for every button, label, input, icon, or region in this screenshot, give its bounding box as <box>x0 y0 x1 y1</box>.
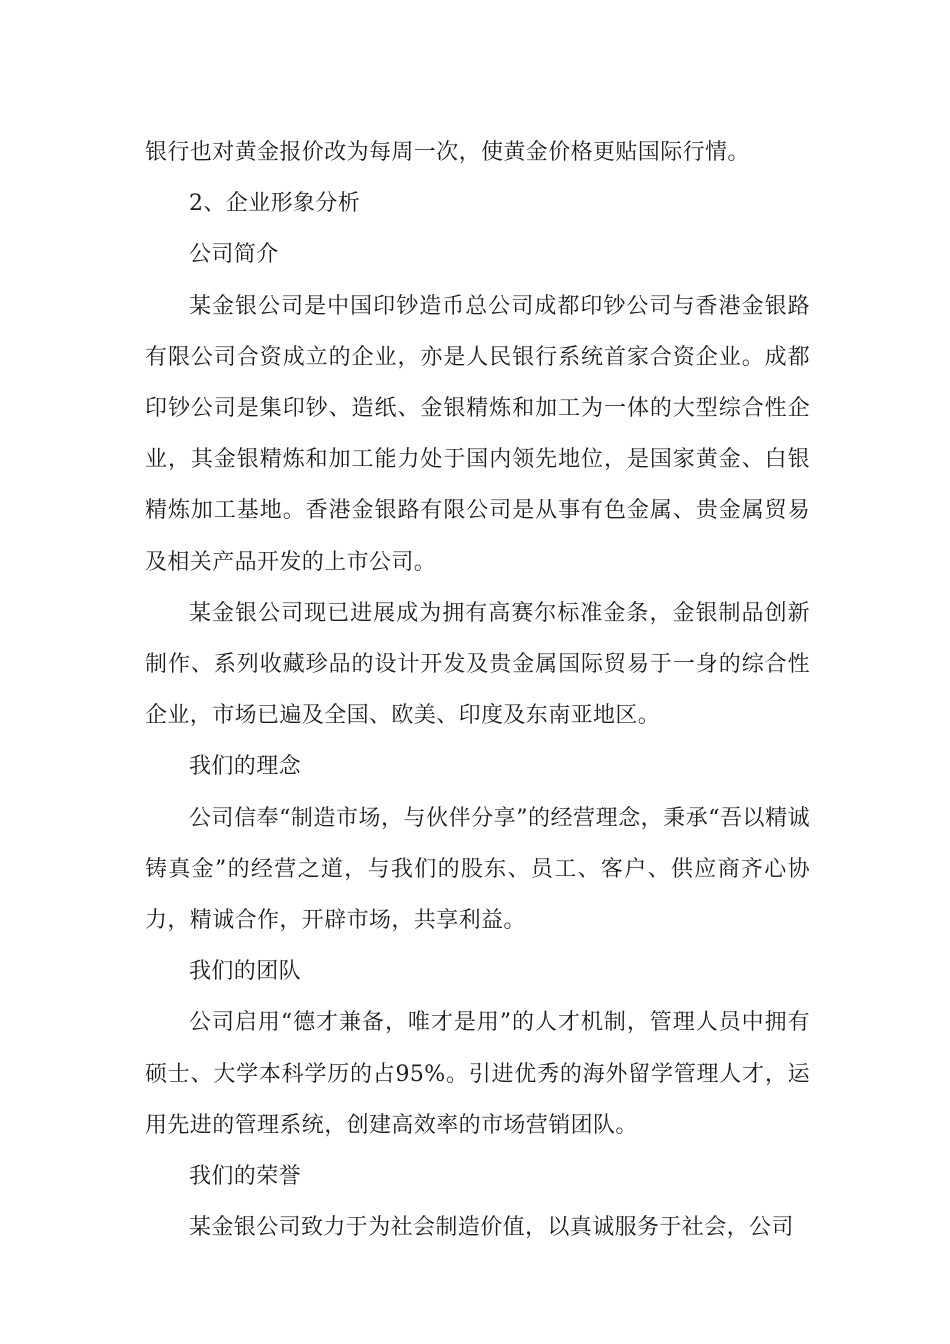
subheading-company-profile: 公司简介 <box>189 242 279 268</box>
subheading-our-honors: 我们的荣誉 <box>189 1164 302 1190</box>
paragraph-company-profile: 某金银公司是中国印钞造币总公司成都印钞公司与香港金银路有限公司合资成立的企业，亦是人民银行系统首家合资企业。成都印钞公司是集印钞、造纸、金银精炼和加工为一体的大型综合性企业，其金银精炼和加工能力处于国内领先地位，是国家黄金、白银精炼加工基地。香港金银路有限公司是从事有色金属、贵金属贸易及相关产品开发的上市公司。 <box>145 293 810 575</box>
paragraph-team: 公司启用“德才兼备，唯才是用”的人才机制，管理人员中拥有硕士、大学本科学历的占95%。引进优秀的海外留学管理人才，运用先进的管理系统，创建高效率的市场营销团队。 <box>145 1010 810 1138</box>
paragraph-philosophy: 公司信奉“制造市场，与伙伴分享”的经营理念，秉承“吾以精诚铸真金”的经营之道，与我们的股东、员工、客户、供应商齐心协力，精诚合作，开辟市场，共享利益。 <box>145 805 810 934</box>
document-body <box>145 127 810 1253</box>
paragraph-continuation: 银行也对黄金报价改为每周一次，使黄金价格更贴国际行情。 <box>145 140 750 165</box>
section-heading-corporate-image: 2、企业形象分析 <box>189 191 361 217</box>
subheading-our-team: 我们的团队 <box>189 959 302 985</box>
paragraph-honors: 某金银公司致力于为社会制造价值，以真诚服务于社会，公司 <box>189 1215 794 1241</box>
paragraph-company-development: 某金银公司现已进展成为拥有高赛尔标准金条，金银制品创新制作、系列收藏珍品的设计开发及贵金属国际贸易于一身的综合性企业，市场已遍及全国、欧美、印度及东南亚地区。 <box>145 600 810 729</box>
subheading-our-philosophy: 我们的理念 <box>189 754 302 780</box>
